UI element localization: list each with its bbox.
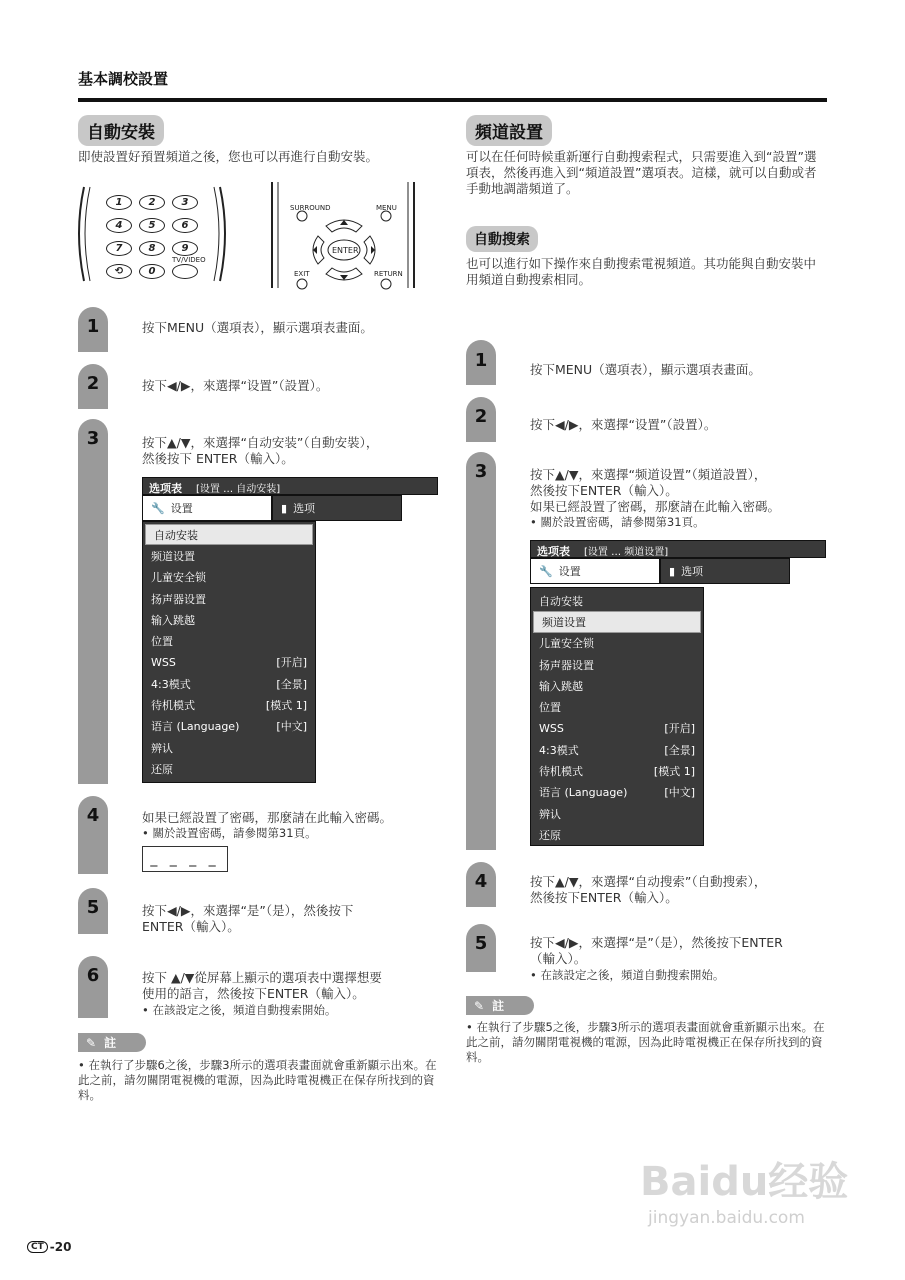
note-text-right: • 在執行了步驟5之後，步驟3所示的選項表畫面就會重新顯示出來。在此之前，請勿關閉電視機的電源，因為此時電視機正在保存所找到的資料。 — [466, 1020, 825, 1064]
r-settings-tab-icon: 🔧 — [539, 564, 553, 578]
menu-item[interactable] — [143, 694, 315, 715]
menu-item-label: 待机模式 — [539, 765, 583, 779]
r-tab-settings[interactable] — [530, 558, 660, 584]
r-step-5-number: 5 — [474, 933, 488, 954]
note-label: 註 — [104, 1036, 117, 1050]
tv-video-label: TV/VIDEO — [172, 256, 206, 264]
menu-item-label: 辨认 — [151, 741, 173, 755]
menu-item-value: [开启] — [276, 656, 307, 670]
section-title-auto-install: 自動安裝 — [78, 115, 164, 146]
menu-item[interactable] — [531, 696, 703, 717]
menu-list-left — [142, 521, 316, 783]
menu-label: MENU — [376, 204, 397, 212]
r-menu-header-title: 选项表 — [537, 545, 570, 558]
menu-item-label: 扬声器设置 — [151, 592, 206, 606]
settings-tab-icon: 🔧 — [151, 501, 165, 515]
key-6: 6 — [172, 218, 198, 233]
watermark-url: jingyan.baidu.com — [648, 1208, 805, 1228]
menu-item-label: WSS — [151, 655, 176, 669]
r-tab-settings-label: 设置 — [558, 565, 581, 578]
menu-item[interactable] — [145, 524, 313, 545]
menu-item[interactable] — [143, 737, 315, 758]
tv-video-key — [172, 264, 198, 279]
step-2-text: 按下◀/▶，來選擇“设置”（設置）。 — [142, 378, 329, 393]
menu-item-label: 语言 (Language) — [539, 786, 628, 800]
r-step-4-text-b: 然後按下ENTER（輸入）。 — [530, 890, 678, 905]
menu-item-label: 位置 — [539, 701, 561, 715]
menu-item[interactable] — [143, 588, 315, 609]
menu-item[interactable] — [531, 739, 703, 760]
menu-item-label: 输入跳越 — [539, 679, 583, 693]
options-tab-icon: ▮ — [281, 501, 288, 515]
step-5-number: 5 — [86, 897, 100, 918]
step-5-text-a: 按下◀/▶，來選擇“是”（是），然後按下 — [142, 903, 354, 918]
menu-item[interactable] — [531, 718, 703, 739]
key-8: 8 — [139, 241, 165, 256]
menu-item[interactable] — [143, 716, 315, 737]
menu-item-label: 待机模式 — [151, 699, 195, 713]
watermark-brand: Baidu经验 — [640, 1159, 849, 1205]
menu-item-value: [全景] — [276, 677, 307, 691]
section-title-channel-setup: 頻道設置 — [466, 115, 552, 146]
r-step-1-number: 1 — [474, 350, 488, 371]
tab-settings[interactable] — [142, 495, 272, 521]
menu-item[interactable] — [143, 609, 315, 630]
auto-install-intro: 即使設置好預置頻道之後，您也可以再進行自動安裝。 — [78, 149, 379, 164]
menu-item-label: 自动安装 — [154, 528, 198, 542]
remote-keypad-illustration — [72, 183, 232, 283]
menu-item-label: 自动安装 — [539, 594, 583, 608]
menu-item-value: [模式 1] — [265, 699, 307, 713]
menu-list-right — [530, 587, 704, 846]
menu-item[interactable] — [531, 675, 703, 696]
menu-item[interactable] — [143, 545, 315, 566]
header-rule — [78, 98, 827, 102]
menu-item[interactable] — [531, 590, 703, 611]
menu-item-value: [中文] — [276, 720, 307, 734]
r-step-3-bar — [466, 452, 496, 850]
key-4: 4 — [106, 218, 132, 233]
r-pencil-icon: ✎ — [474, 998, 485, 1013]
step-1-number: 1 — [86, 316, 100, 337]
page-prefix-badge: CT — [27, 1241, 48, 1253]
r-step-1-text: 按下MENU（選項表），顯示選項表畫面。 — [530, 362, 761, 377]
menu-item-label: 输入跳越 — [151, 613, 195, 627]
channel-setup-intro: 可以在任何時候重新運行自動搜索程式，只需要進入到“設置”選項表，然後再進入到“頻道設置”選項表。這樣，就可以自動或者手動地調諧頻道了。 — [466, 149, 817, 196]
step-4-bullet: • 關於設置密碼，請參閱第31頁。 — [142, 826, 317, 840]
tab-options-label: 选项 — [293, 502, 316, 515]
password-input[interactable]: _ _ _ _ — [142, 846, 228, 872]
menu-item-value: [全景] — [664, 743, 695, 757]
r-step-3-bullet: • 關於設置密碼，請參閱第31頁。 — [530, 515, 705, 529]
r-tab-options[interactable] — [660, 558, 790, 584]
step-3-text-a: 按下▲/▼，來選擇“自动安装”（自動安裝）， — [142, 435, 379, 450]
menu-breadcrumb: [设置 … 自动安装] — [196, 484, 281, 495]
menu-item-value: [模式 1] — [653, 765, 695, 779]
r-options-tab-icon: ▮ — [669, 564, 676, 578]
r-menu-breadcrumb: [设置 … 频道设置] — [584, 547, 669, 558]
key-7: 7 — [106, 241, 132, 256]
menu-item-label: 扬声器设置 — [539, 658, 594, 672]
menu-item[interactable] — [531, 760, 703, 781]
r-step-5-text-b: （輸入）。 — [530, 951, 587, 966]
menu-item[interactable] — [533, 611, 701, 632]
r-step-3-number: 3 — [474, 461, 488, 482]
r-step-4-number: 4 — [474, 871, 488, 892]
step-2-number: 2 — [86, 373, 100, 394]
step-3-bar — [78, 419, 108, 784]
menu-item-label: 位置 — [151, 635, 173, 649]
menu-item-label: 频道设置 — [151, 549, 195, 563]
menu-item-label: 频道设置 — [542, 615, 586, 629]
menu-item[interactable] — [143, 567, 315, 588]
step-4-number: 4 — [86, 805, 100, 826]
step-3-text-b: 然後按下 ENTER（輸入）。 — [142, 451, 294, 466]
key-1: 1 — [106, 195, 132, 210]
menu-item[interactable] — [143, 630, 315, 651]
step-6-number: 6 — [86, 965, 100, 986]
step-1-text: 按下MENU（選項表），顯示選項表畫面。 — [142, 320, 373, 335]
step-3-number: 3 — [86, 428, 100, 449]
menu-item[interactable] — [531, 633, 703, 654]
auto-search-intro: 也可以進行如下操作來自動搜索電視頻道。其功能與自動安裝中用頻道自動搜索相同。 — [466, 256, 817, 287]
step-6-bullet: • 在該設定之後，頻道自動搜索開始。 — [142, 1003, 337, 1017]
return-label: RETURN — [374, 270, 403, 278]
enter-label: ENTER — [332, 246, 359, 255]
r-step-3-text-a: 按下▲/▼，來選擇“频道设置”（頻道設置）， — [530, 467, 767, 482]
tab-options[interactable] — [272, 495, 402, 521]
menu-header-title: 选项表 — [149, 482, 182, 495]
r-step-2-text: 按下◀/▶，來選擇“设置”（設置）。 — [530, 417, 717, 432]
key-0: 0 — [139, 264, 165, 279]
menu-item[interactable] — [531, 782, 703, 803]
menu-item[interactable] — [143, 673, 315, 694]
menu-item-label: 还原 — [539, 828, 561, 842]
note-text-left: • 在執行了步驟6之後，步驟3所示的選項表畫面就會重新顯示出來。在此之前，請勿關閉電視機的電源，因為此時電視機正在保存所找到的資料。 — [78, 1058, 437, 1102]
remote-navigation-illustration — [268, 180, 418, 290]
menu-item-label: 辨认 — [539, 807, 561, 821]
menu-item-value: [开启] — [664, 722, 695, 736]
menu-item-label: 儿童安全锁 — [151, 571, 206, 585]
menu-header — [142, 477, 438, 495]
menu-item[interactable] — [531, 803, 703, 824]
r-step-2-number: 2 — [474, 406, 488, 427]
menu-item-label: WSS — [539, 721, 564, 735]
note-tag-left — [78, 1033, 146, 1052]
page-number-value: -20 — [49, 1240, 72, 1254]
menu-item[interactable] — [143, 652, 315, 673]
step-5-text-b: ENTER（輸入）。 — [142, 919, 240, 934]
surround-label: SURROUND — [290, 204, 331, 212]
key-5: 5 — [139, 218, 165, 233]
exit-label: EXIT — [294, 270, 310, 278]
menu-item-value: [中文] — [664, 786, 695, 800]
menu-item[interactable] — [531, 654, 703, 675]
r-menu-header — [530, 540, 826, 558]
r-step-5-text-a: 按下◀/▶，來選擇“是”（是），然後按下ENTER — [530, 935, 783, 950]
step-4-text: 如果已經設置了密碼，那麼請在此輸入密碼。 — [142, 810, 393, 825]
r-step-5-bullet: • 在該設定之後，頻道自動搜索開始。 — [530, 968, 725, 982]
subsection-title-auto-search: 自動搜索 — [466, 226, 538, 252]
key-3: 3 — [172, 195, 198, 210]
menu-item[interactable] — [143, 758, 315, 779]
r-step-4-text-a: 按下▲/▼，來選擇“自动搜索”（自動搜索）， — [530, 874, 767, 889]
r-tab-options-label: 选项 — [681, 565, 704, 578]
key-2: 2 — [139, 195, 165, 210]
menu-item-label: 语言 (Language) — [151, 720, 240, 734]
menu-item-label: 儿童安全锁 — [539, 637, 594, 651]
menu-item-label: 还原 — [151, 762, 173, 776]
menu-item-label: 4:3模式 — [151, 677, 191, 691]
key-9: 9 — [172, 241, 198, 256]
step-6-text-a: 按下 ▲/▼從屏幕上顯示的選項表中選擇想要 — [142, 970, 382, 985]
note-tag-right — [466, 996, 534, 1015]
r-note-label: 註 — [492, 999, 505, 1013]
page-number — [27, 1240, 71, 1254]
pencil-icon: ✎ — [86, 1035, 97, 1050]
step-6-text-b: 使用的語言，然後按下ENTER（輸入）。 — [142, 986, 365, 1001]
r-step-3-text-b: 然後按下ENTER（輸入）。 — [530, 483, 678, 498]
r-step-3-text-c: 如果已經設置了密碼，那麼請在此輸入密碼。 — [530, 499, 781, 514]
page-header: 基本調校設置 — [78, 70, 169, 88]
flashback-key-icon: ⟲ — [106, 264, 132, 279]
tab-settings-label: 设置 — [170, 502, 193, 515]
menu-item-label: 4:3模式 — [539, 743, 579, 757]
menu-item[interactable] — [531, 824, 703, 845]
